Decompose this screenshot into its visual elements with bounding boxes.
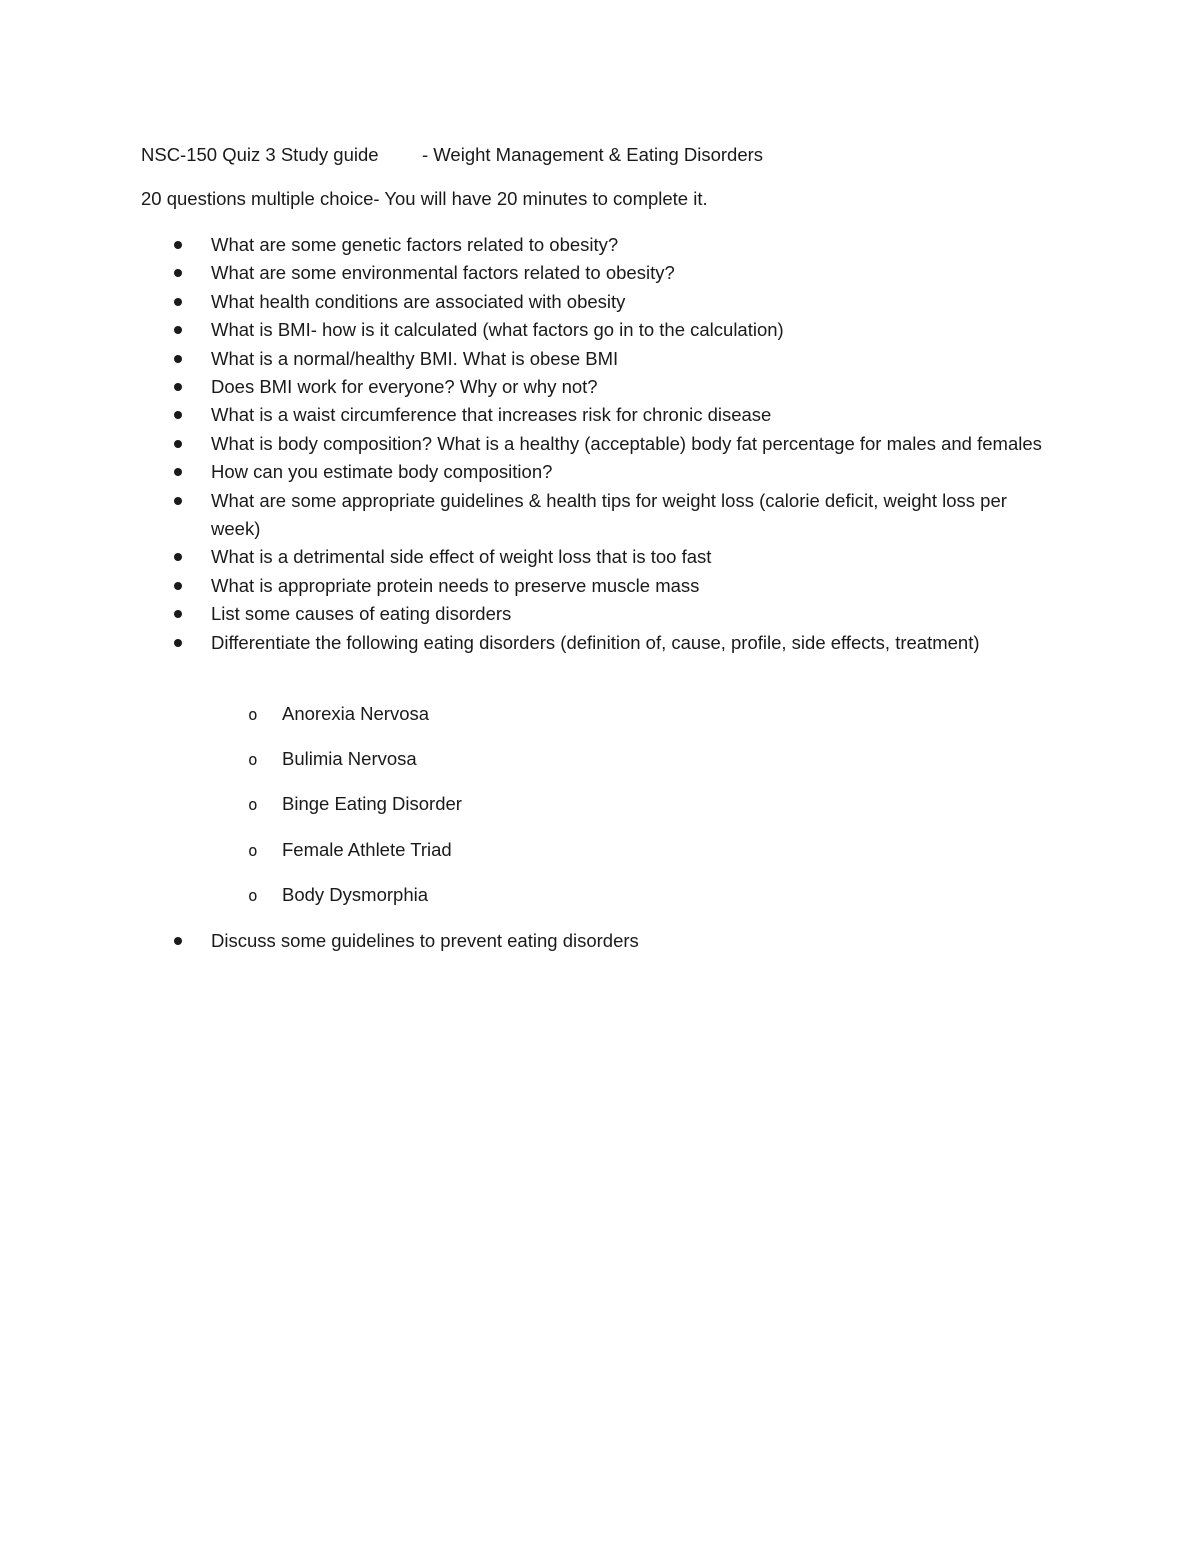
sub-list-item-text: Female Athlete Triad xyxy=(282,838,452,860)
list-item-text: What is a detrimental side effect of weight loss that is too fast xyxy=(211,546,712,568)
list-item-text: What is appropriate protein needs to preserve muscle mass xyxy=(211,574,700,596)
list-item xyxy=(141,487,1061,544)
bullet-icon xyxy=(174,355,182,363)
list-item xyxy=(141,231,1061,259)
list-item xyxy=(141,373,1061,401)
list-item-text: What is a normal/healthy BMI. What is obese BMI xyxy=(211,347,619,369)
bullet-icon xyxy=(174,937,182,945)
list-item-text: List some causes of eating disorders xyxy=(211,603,512,625)
circle-bullet-icon: o xyxy=(248,885,258,905)
bullet-icon xyxy=(174,241,182,249)
sub-list-item-text: Bulimia Nervosa xyxy=(282,748,417,770)
question-list xyxy=(141,231,1061,657)
bullet-icon xyxy=(174,610,182,618)
bullet-icon xyxy=(174,298,182,306)
circle-bullet-icon: o xyxy=(248,795,258,815)
list-item xyxy=(141,259,1061,287)
sub-list-item xyxy=(141,881,462,926)
sub-list-item xyxy=(141,700,462,745)
bullet-icon xyxy=(174,440,182,448)
bullet-icon xyxy=(174,269,182,277)
list-item-text: Discuss some guidelines to prevent eating disorders xyxy=(211,930,639,951)
eating-disorder-sublist xyxy=(141,700,462,926)
list-item-text: Differentiate the following eating disorders (definition of, cause, profile, side effects, treatment) xyxy=(211,631,980,653)
list-item xyxy=(141,927,1061,955)
sub-list-item-text: Anorexia Nervosa xyxy=(282,703,430,724)
list-item-text: What are some appropriate guidelines & health tips for weight loss (calorie deficit, weight loss per week) xyxy=(211,489,1007,540)
sub-list-item-text: Body Dysmorphia xyxy=(282,883,429,905)
list-item-text: How can you estimate body composition? xyxy=(211,461,553,483)
bullet-icon xyxy=(174,326,182,334)
circle-bullet-icon: o xyxy=(248,840,258,860)
bullet-icon xyxy=(174,639,182,647)
list-item xyxy=(141,316,1061,344)
list-item xyxy=(141,345,1061,373)
sub-list-item-text: Binge Eating Disorder xyxy=(282,793,462,815)
list-item-text: What health conditions are associated with obesity xyxy=(211,290,626,312)
document-title: NSC-150 Quiz 3 Study guide xyxy=(141,144,379,165)
list-item xyxy=(141,458,1061,486)
quiz-intro: 20 questions multiple choice- You will have 20 minutes to complete it. xyxy=(141,188,708,209)
document-title-line xyxy=(141,144,764,166)
list-item xyxy=(141,288,1061,316)
bullet-icon xyxy=(174,411,182,419)
list-item xyxy=(141,572,1061,600)
circle-bullet-icon: o xyxy=(248,705,258,724)
list-item-text: What is a waist circumference that increases risk for chronic disease xyxy=(211,404,772,426)
list-item-text: Does BMI work for everyone? Why or why not? xyxy=(211,376,598,398)
list-item-text: What is BMI- how is it calculated (what factors go in to the calculation) xyxy=(211,319,784,341)
bullet-icon xyxy=(174,468,182,476)
bullet-icon xyxy=(174,553,182,561)
list-item xyxy=(141,629,1061,657)
list-item-text: What are some genetic factors related to obesity? xyxy=(211,234,619,255)
list-item xyxy=(141,430,1061,458)
bullet-icon xyxy=(174,582,182,590)
list-item xyxy=(141,401,1061,429)
list-item-text: What are some environmental factors related to obesity? xyxy=(211,262,675,284)
circle-bullet-icon: o xyxy=(248,750,258,770)
bullet-icon xyxy=(174,497,182,505)
final-question-list xyxy=(141,927,1061,955)
list-item-text: What is body composition? What is a healthy (acceptable) body fat percentage for males and females xyxy=(211,432,1042,454)
bullet-icon xyxy=(174,383,182,391)
sub-list-item xyxy=(141,790,462,835)
list-item xyxy=(141,543,1061,571)
sub-list-item xyxy=(141,836,462,881)
sub-list-item xyxy=(141,745,462,790)
list-item xyxy=(141,600,1061,628)
document-subtitle: - Weight Management & Eating Disorders xyxy=(422,144,764,165)
